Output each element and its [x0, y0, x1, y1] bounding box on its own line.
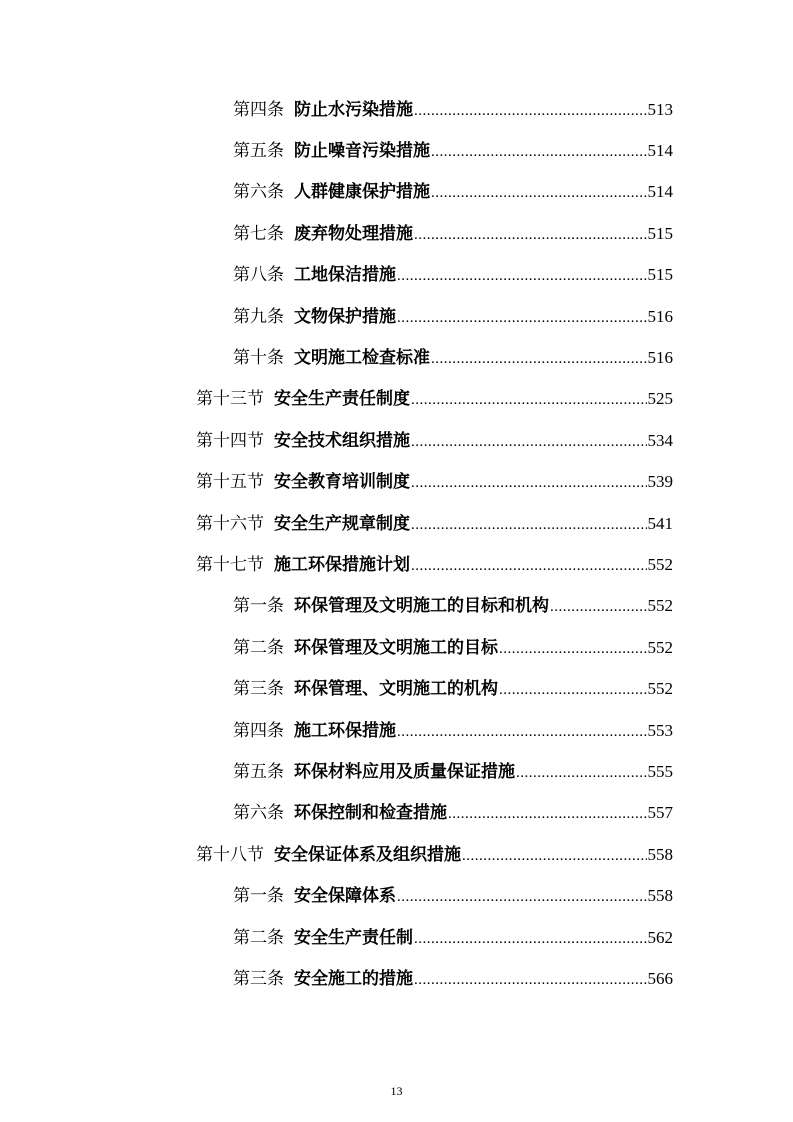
toc-entry-title: 安全生产责任制 — [294, 927, 413, 948]
toc-entry[interactable] — [0, 875, 673, 916]
toc-dot-leader — [431, 349, 647, 369]
toc-dot-leader — [411, 556, 647, 576]
toc-entry-number: 第十四节 — [196, 430, 264, 451]
toc-entry[interactable] — [0, 89, 673, 130]
toc-entry[interactable] — [0, 627, 673, 668]
toc-entry-page: 539 — [647, 472, 673, 492]
toc-entry-title: 环保控制和检查措施 — [294, 803, 447, 824]
toc-entry-title: 防止水污染措施 — [294, 99, 413, 120]
toc-dot-leader — [397, 722, 647, 742]
toc-entry-number: 第一条 — [233, 886, 284, 907]
toc-dot-leader — [397, 308, 647, 328]
toc-entry-page: 516 — [647, 306, 673, 326]
toc-entry-number: 第七条 — [233, 223, 284, 244]
toc-entry-title: 防止噪音污染措施 — [294, 141, 430, 162]
toc-entry-title: 环保管理及文明施工的目标和机构 — [294, 596, 549, 617]
toc-dot-leader — [414, 970, 647, 990]
toc-dot-leader — [397, 266, 647, 286]
toc-entry-number: 第四条 — [233, 99, 284, 120]
toc-entry-page: 553 — [647, 720, 673, 740]
toc-entry[interactable] — [0, 834, 673, 875]
toc-entry-title: 安全保障体系 — [294, 886, 396, 907]
toc-entry-number: 第六条 — [233, 803, 284, 824]
toc-entry-page: 515 — [647, 265, 673, 285]
toc-entry[interactable] — [0, 751, 673, 792]
toc-entry-number: 第九条 — [233, 306, 284, 327]
toc-entry-number: 第十条 — [233, 348, 284, 369]
toc-entry[interactable] — [0, 544, 673, 585]
toc-entry-title: 安全施工的措施 — [294, 968, 413, 989]
toc-entry-page: 534 — [647, 430, 673, 450]
toc-entry[interactable] — [0, 379, 673, 420]
toc-dot-leader — [516, 763, 647, 783]
toc-entry-title: 废弃物处理措施 — [294, 223, 413, 244]
toc-dot-leader — [397, 887, 647, 907]
toc-entry-number: 第六条 — [233, 182, 284, 203]
toc-entry-page: 514 — [647, 141, 673, 161]
toc-entry[interactable] — [0, 710, 673, 751]
toc-dot-leader — [414, 225, 647, 245]
toc-entry-page: 555 — [647, 761, 673, 781]
toc-entry-page: 557 — [647, 803, 673, 823]
toc-entry-title: 工地保洁措施 — [294, 265, 396, 286]
toc-entry-title: 安全保证体系及组织措施 — [274, 844, 461, 865]
toc-entry-page: 541 — [647, 513, 673, 533]
toc-entry-page: 552 — [647, 554, 673, 574]
toc-entry-title: 施工环保措施 — [294, 720, 396, 741]
toc-entry-page: 552 — [647, 637, 673, 657]
toc-dot-leader — [411, 473, 647, 493]
toc-dot-leader — [414, 929, 647, 949]
toc-entry-number: 第五条 — [233, 761, 284, 782]
toc-entry-page: 513 — [647, 99, 673, 119]
toc-entry[interactable] — [0, 503, 673, 544]
toc-dot-leader — [431, 142, 647, 162]
toc-entry[interactable] — [0, 213, 673, 254]
toc-dot-leader — [411, 390, 647, 410]
toc-entry-page: 515 — [647, 223, 673, 243]
toc-entry-title: 安全生产规章制度 — [274, 513, 410, 534]
toc-entry-title: 环保材料应用及质量保证措施 — [294, 761, 515, 782]
toc-entry-page: 516 — [647, 348, 673, 368]
toc-entry-title: 安全技术组织措施 — [274, 430, 410, 451]
toc-dot-leader — [550, 597, 647, 617]
toc-entry[interactable] — [0, 668, 673, 709]
toc-entry-title: 人群健康保护措施 — [294, 182, 430, 203]
toc-entry[interactable] — [0, 917, 673, 958]
toc-entry-number: 第四条 — [233, 720, 284, 741]
toc-entry-number: 第十五节 — [196, 472, 264, 493]
toc-entry-number: 第十六节 — [196, 513, 264, 534]
toc-entry[interactable] — [0, 420, 673, 461]
toc-entry[interactable] — [0, 296, 673, 337]
toc-entry-number: 第一条 — [233, 596, 284, 617]
toc-entry-title: 环保管理、文明施工的机构 — [294, 679, 498, 700]
toc-entry-title: 文明施工检查标准 — [294, 348, 430, 369]
toc-entry-page: 552 — [647, 679, 673, 699]
toc-entry[interactable] — [0, 462, 673, 503]
toc-dot-leader — [414, 101, 647, 121]
toc-entry-page: 558 — [647, 844, 673, 864]
toc-dot-leader — [448, 804, 647, 824]
toc-entry-number: 第八条 — [233, 265, 284, 286]
toc-entry-title: 安全生产责任制度 — [274, 389, 410, 410]
toc-entry[interactable] — [0, 958, 673, 999]
toc-entry-page: 525 — [647, 389, 673, 409]
page-number: 13 — [390, 1084, 403, 1098]
toc-dot-leader — [499, 680, 647, 700]
toc-entry-title: 施工环保措施计划 — [274, 554, 410, 575]
toc-entry-number: 第十八节 — [196, 844, 264, 865]
toc-entry-page: 562 — [647, 927, 673, 947]
toc-entry-number: 第十三节 — [196, 389, 264, 410]
toc-entry-number: 第五条 — [233, 141, 284, 162]
toc-entry-title: 安全教育培训制度 — [274, 472, 410, 493]
toc-entry-page: 558 — [647, 886, 673, 906]
toc-entry[interactable] — [0, 172, 673, 213]
toc-entry[interactable] — [0, 130, 673, 171]
toc-dot-leader — [462, 846, 647, 866]
toc-entry-number: 第二条 — [233, 637, 284, 658]
toc-entry-title: 文物保护措施 — [294, 306, 396, 327]
toc-entry-page: 566 — [647, 968, 673, 988]
toc-entry[interactable] — [0, 255, 673, 296]
toc-entry-title: 环保管理及文明施工的目标 — [294, 637, 498, 658]
toc-entry-number: 第三条 — [233, 968, 284, 989]
toc-dot-leader — [411, 432, 647, 452]
toc-entry[interactable] — [0, 793, 673, 834]
toc-dot-leader — [431, 183, 647, 203]
table-of-contents — [0, 89, 793, 1000]
toc-entry-page: 552 — [647, 596, 673, 616]
toc-dot-leader — [499, 639, 647, 659]
toc-entry-number: 第二条 — [233, 927, 284, 948]
toc-entry-number: 第十七节 — [196, 554, 264, 575]
toc-entry[interactable] — [0, 586, 673, 627]
toc-entry-page: 514 — [647, 182, 673, 202]
toc-entry[interactable] — [0, 337, 673, 378]
toc-dot-leader — [411, 515, 647, 535]
toc-entry-number: 第三条 — [233, 679, 284, 700]
